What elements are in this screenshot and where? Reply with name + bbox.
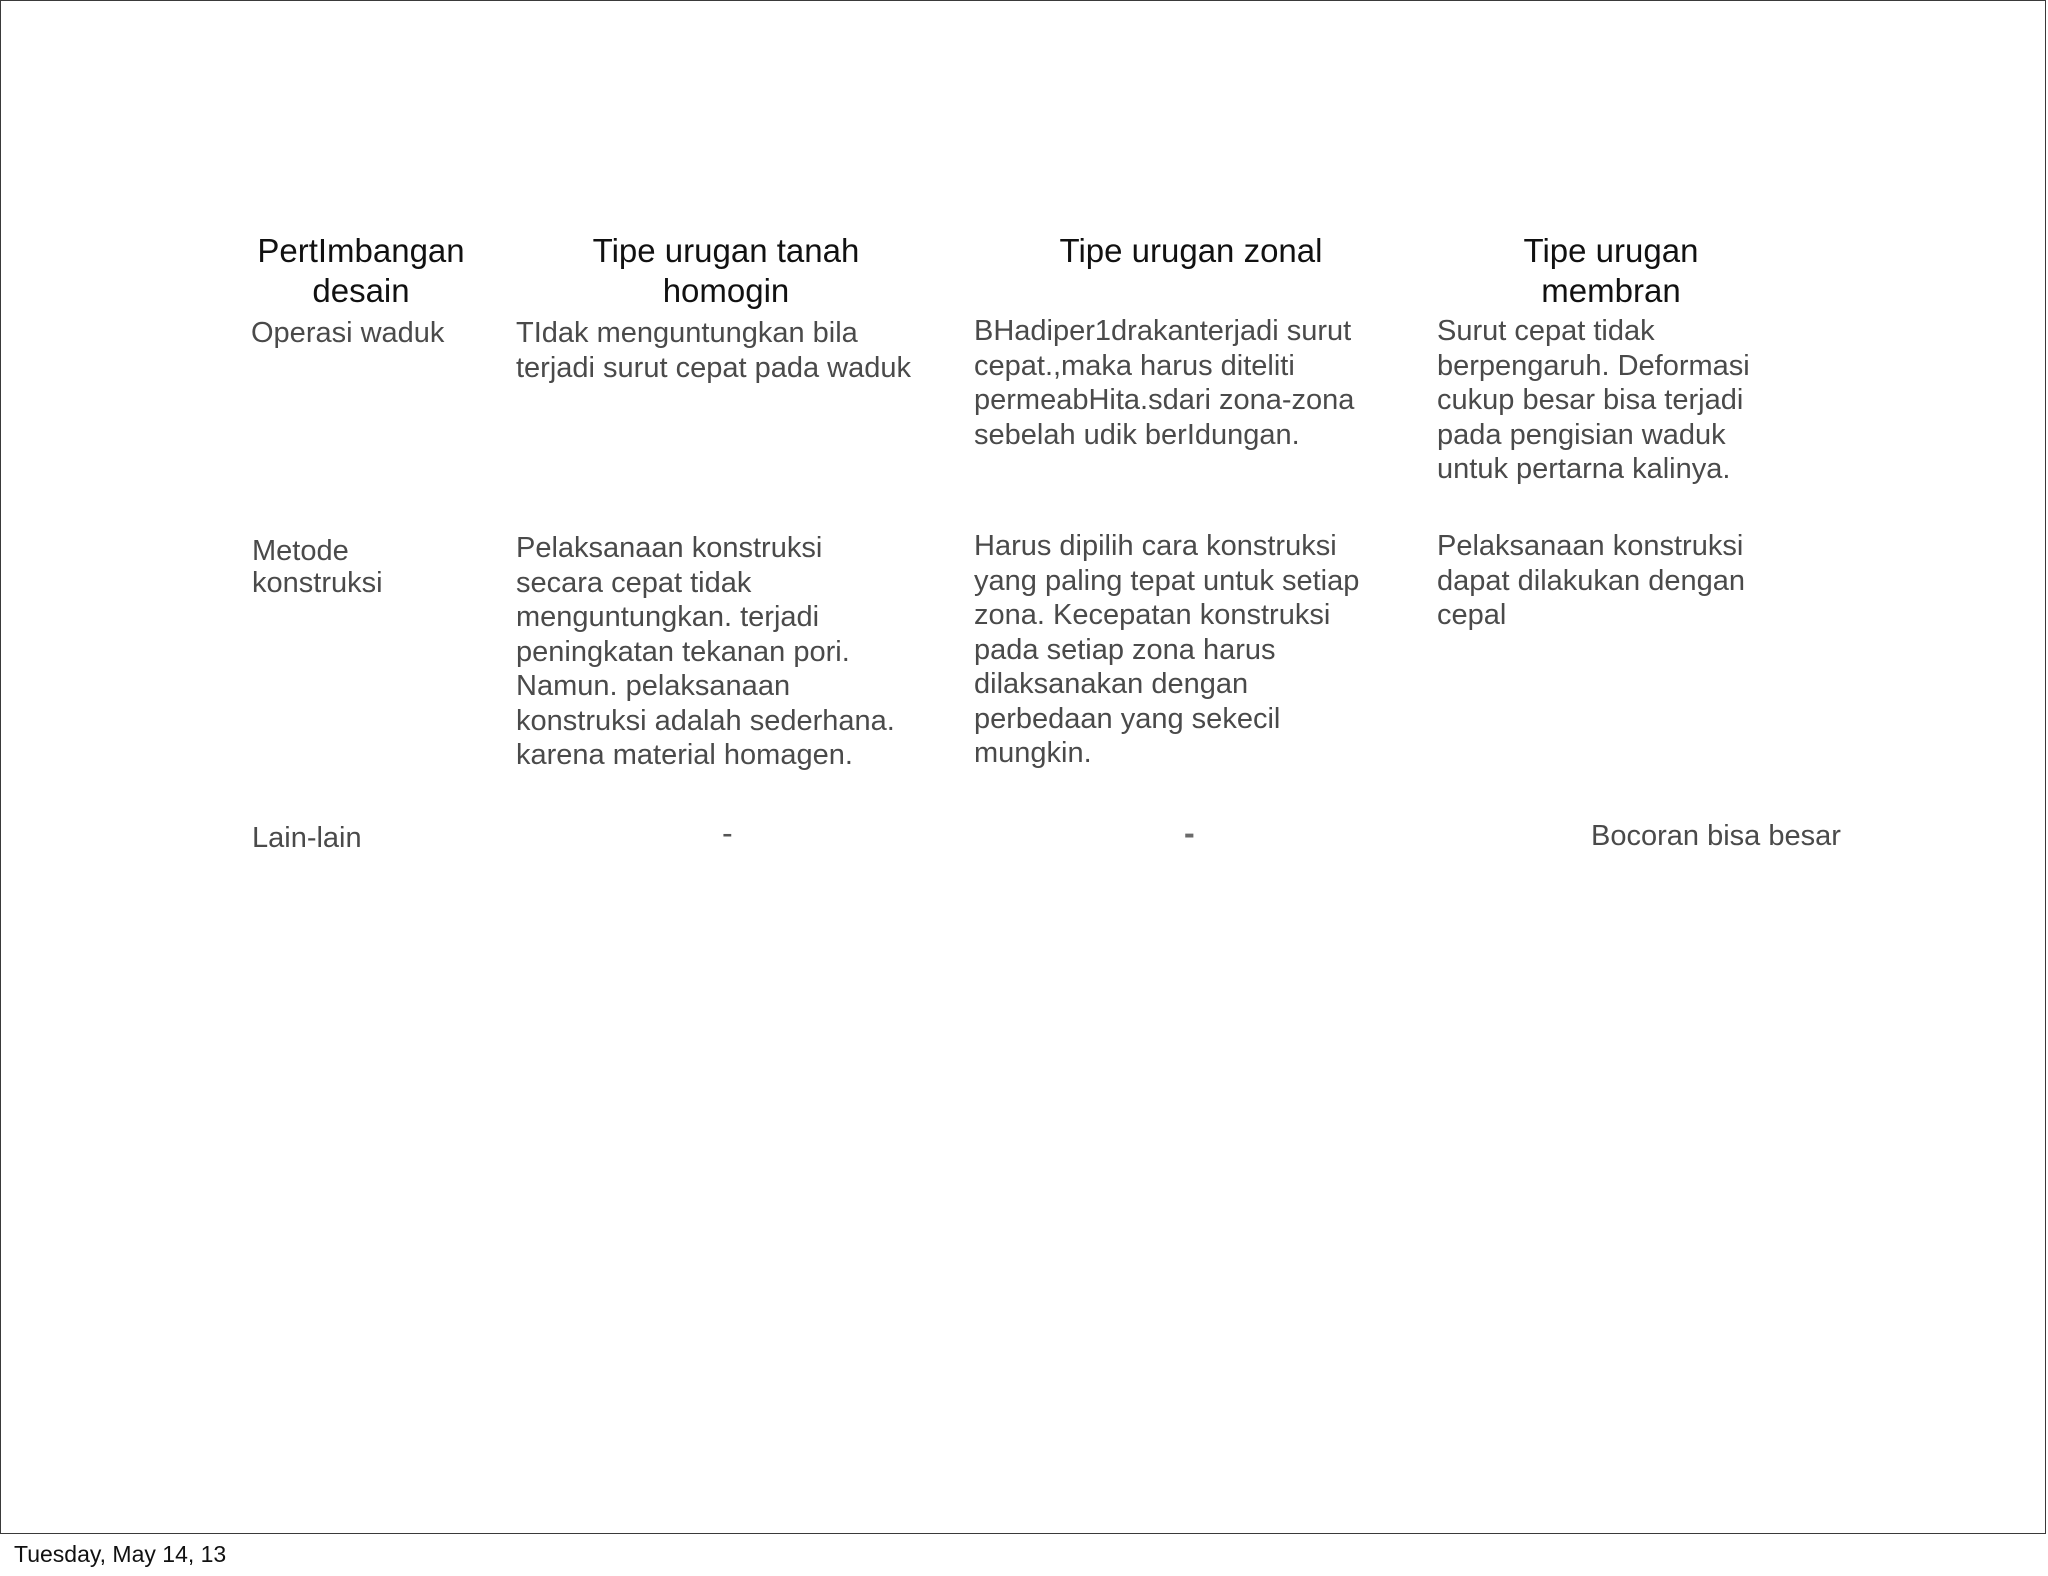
cell-operasi-membran: Surut cepat tidak berpengaruh. Deformasi cukup besar bisa terjadi pada pengisian waduk untuk pertarna kalinya. [1437, 315, 1750, 485]
header-pertimbangan-desain: PertImbangan desain [257, 232, 465, 309]
cell-metode-membran: Pelaksanaan konstruksi dapat dilakukan dengan cepal [1437, 530, 1745, 631]
header-tipe-urugan-membran: Tipe urugan membran [1523, 232, 1699, 309]
cell-lain-homogen: - [722, 815, 733, 851]
header-tipe-urugan-zonal: Tipe urugan zonal [1059, 232, 1323, 269]
header-tipe-urugan-homogen: Tipe urugan tanah homogin [592, 232, 860, 309]
cell-metode-zonal: Harus dipilih cara konstruksi yang paling tepat untuk setiap zona. Kecepatan konstruksi pada setiap zona harus dilaksanakan dengan perbedaan yang sekecil mungkin. [974, 530, 1360, 769]
row-label-operasi-waduk: Operasi waduk [251, 317, 445, 349]
cell-lain-membran: Bocoran bisa besar [1591, 820, 1841, 852]
cell-operasi-zonal: BHadiper1drakanterjadi surut cepat.,maka harus diteliti permeabHita.sdari zona-zona sebelah udik berIdungan. [974, 315, 1355, 451]
cell-metode-homogen: Pelaksanaan konstruksi secara cepat tidak menguntungkan. terjadi peningkatan tekanan pori. Namun. pelaksanaan konstruksi adalah sederhana. karena material homagen. [516, 532, 895, 771]
cell-operasi-homogen: TIdak menguntungkan bila terjadi surut cepat pada waduk [516, 317, 911, 384]
footer-date: Tuesday, May 14, 13 [14, 1541, 227, 1567]
cell-lain-zonal: - [1184, 815, 1195, 851]
row-label-lain-lain: Lain-lain [252, 822, 362, 854]
row-label-metode-konstruksi: Metode konstruksi [252, 535, 383, 599]
